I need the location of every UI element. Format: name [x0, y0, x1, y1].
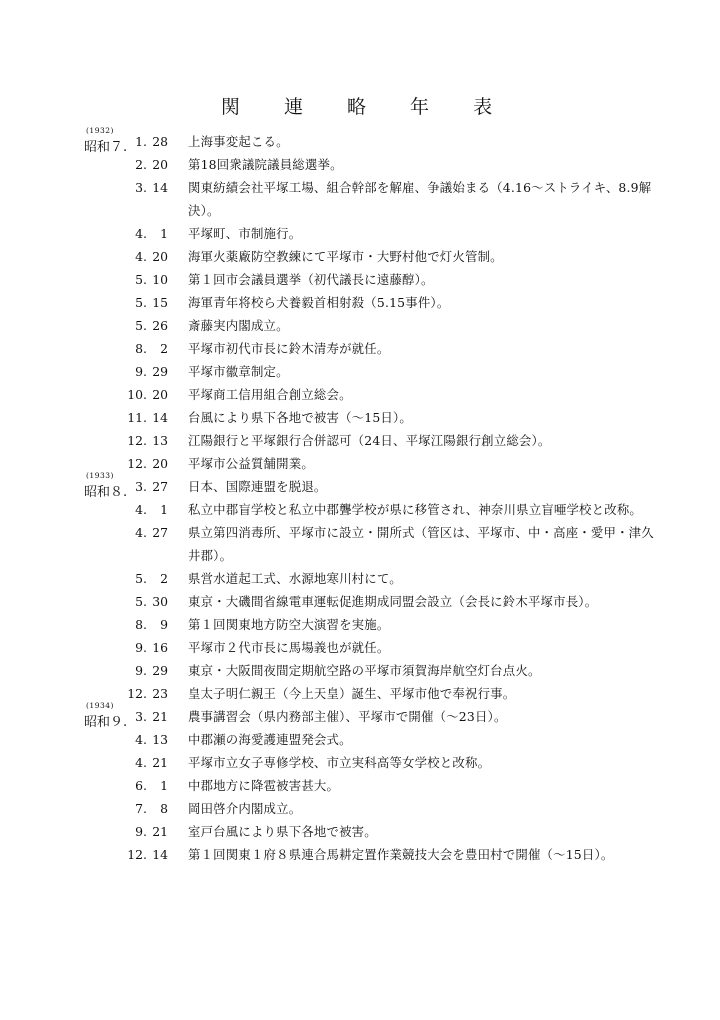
entry-description: 第１回関東地方防空大演習を実施。 — [188, 617, 390, 632]
entry-month: 5. — [135, 272, 147, 287]
entry-day: 14 — [152, 847, 168, 862]
era-year: 昭和８. — [84, 485, 128, 500]
entry-month: 3. — [135, 180, 147, 195]
entry-day: 10 — [152, 272, 168, 287]
entry-month: 12. — [127, 847, 147, 862]
entry-month: 4. — [135, 502, 147, 517]
entry-day: 21 — [152, 709, 168, 724]
entry-date — [0, 843, 188, 866]
entry-month: 10. — [127, 387, 147, 402]
western-year-annotation: (1934) — [86, 701, 114, 710]
entry-description: 県立第四消毒所、平塚市に設立・開所式（管区は、平塚市、中・高座・愛甲・津久井郡）。 — [188, 525, 654, 563]
timeline-entry — [0, 820, 720, 843]
entry-day: 20 — [152, 249, 168, 264]
era-year: 昭和７. — [84, 140, 128, 155]
timeline-entry — [0, 567, 720, 590]
entry-day: 27 — [152, 479, 168, 494]
entry-description: 平塚商工信用組合創立総会。 — [188, 387, 352, 402]
timeline-entry — [0, 498, 720, 521]
entry-day: 29 — [152, 364, 168, 379]
entry-month: 12. — [127, 433, 147, 448]
entry-day: 26 — [152, 318, 168, 333]
entry-month: 5. — [135, 571, 147, 586]
entry-description: 海軍青年将校ら犬養毅首相射殺（5.15事件）。 — [188, 295, 450, 310]
entry-day: 20 — [152, 157, 168, 172]
entry-description: 第18回衆議院議員総選挙。 — [188, 157, 343, 172]
entry-description: 海軍火薬廠防空教練にて平塚市・大野村他で灯火管制。 — [188, 249, 503, 264]
entry-day: 14 — [152, 180, 168, 195]
timeline-entry — [0, 843, 720, 866]
entry-description: 江陽銀行と平塚銀行合併認可（24日、平塚江陽銀行創立総会）。 — [188, 433, 551, 448]
entry-day: 28 — [152, 134, 168, 149]
entry-date — [0, 751, 188, 774]
timeline-entry — [0, 429, 720, 452]
entry-date — [0, 728, 188, 751]
timeline-entry — [0, 153, 720, 176]
western-year-annotation: (1932) — [86, 126, 114, 135]
entry-description: 皇太子明仁親王（今上天皇）誕生、平塚市他で奉祝行事。 — [188, 686, 516, 701]
timeline-entry — [0, 705, 720, 728]
timeline-entry — [0, 797, 720, 820]
entry-day: 2 — [160, 341, 168, 356]
timeline-entry — [0, 360, 720, 383]
entry-month: 8. — [135, 617, 147, 632]
entry-month: 3. — [135, 709, 147, 724]
entry-month: 6. — [135, 778, 147, 793]
timeline-entry — [0, 590, 720, 613]
entry-description: 上海事変起こる。 — [188, 134, 289, 149]
entry-day: 14 — [152, 410, 168, 425]
entry-description: 中郡瀬の海愛護連盟発会式。 — [188, 732, 352, 747]
entry-month: 8. — [135, 341, 147, 356]
timeline-entry — [0, 521, 720, 567]
timeline-entry — [0, 130, 720, 153]
entry-description: 東京・大磯間省線電車運転促進期成同盟会設立（会長に鈴木平塚市長）。 — [188, 594, 598, 609]
entry-day: 20 — [152, 387, 168, 402]
timeline-entry — [0, 314, 720, 337]
entry-month: 7. — [135, 801, 147, 816]
entry-date — [0, 567, 188, 590]
entry-day: 16 — [152, 640, 168, 655]
entry-description: 日本、国際連盟を脱退。 — [188, 479, 327, 494]
entry-date — [0, 429, 188, 452]
entry-month: 4. — [135, 755, 147, 770]
entry-date — [0, 659, 188, 682]
entry-day: 1 — [160, 502, 168, 517]
timeline-entry — [0, 406, 720, 429]
entry-description: 第１回関東１府８県連合馬耕定置作業競技大会を豊田村で開催（～15日）。 — [188, 847, 614, 862]
entry-day: 8 — [160, 801, 168, 816]
era-year: 昭和９. — [84, 715, 128, 730]
timeline-entry — [0, 176, 720, 222]
entry-description: 県営水道起工式、水源地寒川村にて。 — [188, 571, 402, 586]
entry-description: 室戸台風により県下各地で被害。 — [188, 824, 377, 839]
entry-date — [0, 337, 188, 360]
entry-day: 2 — [160, 571, 168, 586]
entry-description: 平塚町、市制施行。 — [188, 226, 302, 241]
entry-month: 4. — [135, 249, 147, 264]
entry-date — [0, 705, 188, 728]
entry-description: 岡田啓介内閣成立。 — [188, 801, 302, 816]
entry-month: 9. — [135, 824, 147, 839]
chronology-table — [0, 126, 720, 866]
entry-month: 4. — [135, 525, 147, 540]
entry-date — [0, 636, 188, 659]
entry-date — [0, 475, 188, 498]
entry-month: 4. — [135, 732, 147, 747]
year-block — [0, 126, 720, 475]
entry-description: 平塚市２代市長に馬場義也が就任。 — [188, 640, 390, 655]
entry-month: 9. — [135, 364, 147, 379]
timeline-entry — [0, 728, 720, 751]
entry-date — [0, 268, 188, 291]
entry-date — [0, 383, 188, 406]
entry-description: 中郡地方に降雹被害甚大。 — [188, 778, 340, 793]
entry-date — [0, 360, 188, 383]
timeline-entry — [0, 222, 720, 245]
entry-month: 11. — [127, 410, 147, 425]
entry-day: 20 — [152, 456, 168, 471]
entry-month: 1. — [135, 134, 147, 149]
entry-date — [0, 314, 188, 337]
entry-day: 23 — [152, 686, 168, 701]
entry-day: 29 — [152, 663, 168, 678]
entry-month: 9. — [135, 640, 147, 655]
entry-date — [0, 820, 188, 843]
entry-day: 21 — [152, 755, 168, 770]
entry-day: 27 — [152, 525, 168, 540]
entry-day: 15 — [152, 295, 168, 310]
page-title: 関 連 略 年 表 — [220, 96, 512, 118]
year-block — [0, 471, 720, 705]
year-block — [0, 701, 720, 866]
entry-date — [0, 176, 188, 199]
timeline-entry — [0, 751, 720, 774]
entry-date — [0, 130, 188, 153]
entry-description: 私立中郡盲学校と私立中郡聾学校が県に移管され、神奈川県立盲唖学校と改称。 — [188, 502, 643, 517]
entry-day: 13 — [152, 433, 168, 448]
entry-date — [0, 222, 188, 245]
entry-month: 5. — [135, 318, 147, 333]
entry-description: 東京・大阪間夜間定期航空路の平塚市須賀海岸航空灯台点火。 — [188, 663, 541, 678]
entry-month: 12. — [127, 686, 147, 701]
entry-month: 3. — [135, 479, 147, 494]
entry-description: 平塚市初代市長に鈴木清寿が就任。 — [188, 341, 390, 356]
entry-description: 台風により県下各地で被害（～15日）。 — [188, 410, 413, 425]
entry-month: 5. — [135, 594, 147, 609]
western-year-annotation: (1933) — [86, 471, 114, 480]
timeline-entry — [0, 383, 720, 406]
entry-date — [0, 774, 188, 797]
entry-month: 2. — [135, 157, 147, 172]
entry-date — [0, 797, 188, 820]
entry-date — [0, 521, 188, 544]
timeline-entry — [0, 659, 720, 682]
entry-date — [0, 291, 188, 314]
entry-month: 5. — [135, 295, 147, 310]
entry-description: 関東紡績会社平塚工場、組合幹部を解雇、争議始まる（4.16～ストライキ、8.9解決）。 — [188, 180, 652, 218]
timeline-entry — [0, 636, 720, 659]
timeline-entry — [0, 613, 720, 636]
entry-date — [0, 245, 188, 268]
entry-month: 4. — [135, 226, 147, 241]
entry-day: 21 — [152, 824, 168, 839]
entry-day: 1 — [160, 778, 168, 793]
entry-day: 13 — [152, 732, 168, 747]
timeline-entry — [0, 774, 720, 797]
timeline-entry — [0, 475, 720, 498]
entry-month: 12. — [127, 456, 147, 471]
entry-day: 30 — [152, 594, 168, 609]
timeline-entry — [0, 268, 720, 291]
entry-day: 9 — [160, 617, 168, 632]
timeline-entry — [0, 337, 720, 360]
entry-description: 農事講習会（県内務部主催）、平塚市で開催（～23日）。 — [188, 709, 507, 724]
entry-date — [0, 498, 188, 521]
entry-date — [0, 613, 188, 636]
entry-month: 9. — [135, 663, 147, 678]
entry-date — [0, 406, 188, 429]
entry-description: 平塚市立女子専修学校、市立実科高等女学校と改称。 — [188, 755, 491, 770]
entry-date — [0, 153, 188, 176]
entry-description: 平塚市徽章制定。 — [188, 364, 289, 379]
entry-description: 第１回市会議員選挙（初代議長に遠藤醇）。 — [188, 272, 434, 287]
entry-date — [0, 590, 188, 613]
entry-description: 平塚市公益質舗開業。 — [188, 456, 314, 471]
timeline-entry — [0, 291, 720, 314]
timeline-entry — [0, 245, 720, 268]
entry-day: 1 — [160, 226, 168, 241]
entry-description: 斎藤実内閣成立。 — [188, 318, 289, 333]
